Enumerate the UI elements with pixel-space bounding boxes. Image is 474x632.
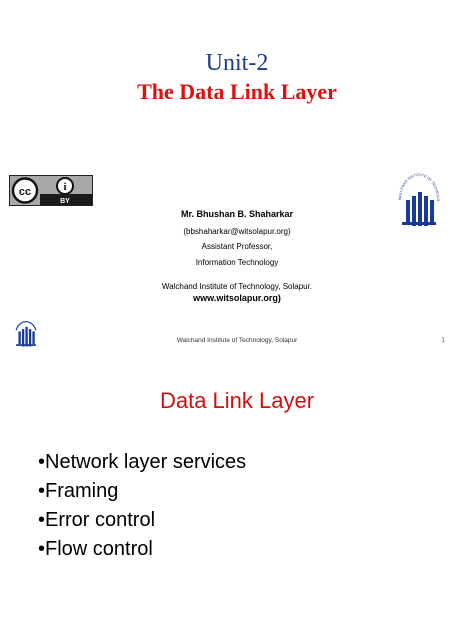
unit-label: Unit-2 (205, 50, 269, 76)
by-caption: BY (60, 198, 70, 205)
list-item: •Error control (38, 509, 156, 531)
cc-by-license-badge (9, 175, 93, 206)
slide-title: The Data Link Layer (137, 79, 337, 104)
topic-list (38, 448, 246, 564)
list-item: •Network layer services (38, 451, 247, 473)
list-item: •Flow control (38, 538, 153, 560)
slide-footer: Walchand Institute of Technology, Solapur (176, 337, 298, 344)
logo-arc-text: WALCHAND INSTITUTE OF TECHNOLO (397, 172, 441, 202)
author-position: Assistant Professor, (201, 242, 273, 251)
author-email: (bbshaharkar@witsolapur.org) (183, 227, 291, 236)
footer-logo (12, 314, 40, 350)
author-department: Information Technology (195, 258, 279, 267)
cc-by-graphic (10, 176, 92, 205)
attribution-glyph: i (63, 181, 67, 193)
slide-2-title: Data Link Layer (159, 388, 315, 413)
cc-glyph: cc (18, 186, 32, 198)
page-number: 1 (441, 337, 445, 344)
institute-logo (396, 170, 442, 232)
institute-website: www.witsolapur.org) (193, 293, 281, 303)
slide-2 (0, 362, 474, 632)
list-item: •Framing (38, 480, 119, 502)
author-name: Mr. Bhushan B. Shaharkar (180, 209, 294, 219)
institute-name: Walchand Institute of Technology, Solapur. (161, 282, 313, 291)
